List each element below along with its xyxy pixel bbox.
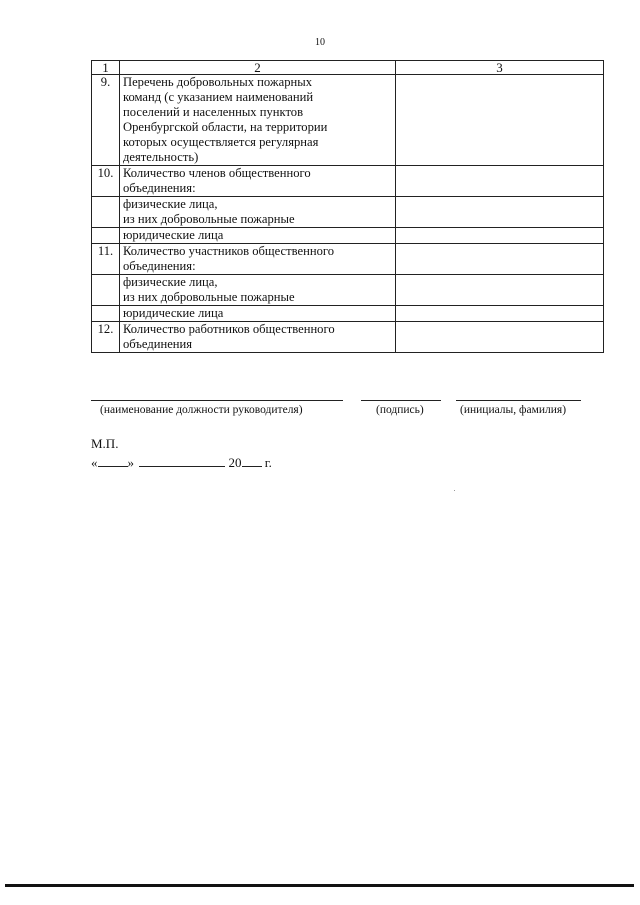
description-line: физические лица, (123, 197, 218, 211)
table-row (92, 275, 604, 306)
scan-speck (454, 490, 455, 491)
name-signature-line[interactable] (456, 400, 581, 401)
description-line: Перечень добровольных пожарных (123, 75, 312, 89)
month-blank[interactable] (139, 456, 225, 467)
position-signature-line[interactable] (91, 400, 343, 401)
description-line: из них добровольные пожарные (123, 212, 295, 226)
row-number: 10. (92, 166, 120, 197)
row-number (92, 275, 120, 306)
value-cell[interactable] (396, 244, 604, 275)
year-blank[interactable] (242, 456, 262, 467)
year-suffix: г. (264, 455, 272, 470)
row-description (120, 166, 396, 197)
row-number (92, 197, 120, 228)
name-caption: (инициалы, фамилия) (460, 404, 567, 416)
description-line: юридические лица (123, 306, 224, 320)
form-table (91, 60, 604, 353)
year-prefix: 20 (228, 455, 242, 470)
description-line: юридические лица (123, 228, 224, 242)
table-row (92, 244, 604, 275)
row-description (120, 322, 396, 353)
description-line: Количество работников общественного (123, 322, 335, 336)
column-header: 3 (396, 61, 604, 75)
description-line: Оренбургской области, на территории (123, 120, 328, 134)
table-row (92, 166, 604, 197)
table-row (92, 228, 604, 244)
description-line: Количество участников общественного (123, 244, 335, 258)
row-description (120, 197, 396, 228)
open-quote: « (91, 455, 98, 470)
signature-caption: (подпись) (376, 404, 424, 416)
table-row (92, 306, 604, 322)
value-cell[interactable] (396, 166, 604, 197)
bottom-rule (5, 884, 634, 887)
row-description (120, 228, 396, 244)
table-row (92, 322, 604, 353)
row-number: 12. (92, 322, 120, 353)
table-row (92, 75, 604, 166)
description-line: объединения (123, 337, 193, 351)
row-number (92, 306, 120, 322)
position-caption: (наименование должности руководителя) (100, 404, 303, 416)
row-description (120, 275, 396, 306)
column-header: 1 (92, 61, 120, 75)
value-cell[interactable] (396, 322, 604, 353)
signature-line[interactable] (361, 400, 441, 401)
table-header-row (92, 61, 604, 75)
value-cell[interactable] (396, 275, 604, 306)
day-blank[interactable] (98, 456, 128, 467)
column-header: 2 (120, 61, 396, 75)
description-line: объединения: (123, 181, 196, 195)
description-line: Количество членов общественного (123, 166, 311, 180)
date-line (91, 455, 272, 471)
close-quote: » (127, 455, 134, 470)
row-description (120, 306, 396, 322)
value-cell[interactable] (396, 306, 604, 322)
description-line: объединения: (123, 259, 196, 273)
row-description (120, 75, 396, 166)
description-line: физические лица, (123, 275, 218, 289)
description-line: которых осуществляется регулярная (123, 135, 319, 149)
description-line: поселений и населенных пунктов (123, 105, 304, 119)
stamp-label: М.П. (91, 436, 119, 451)
row-number (92, 228, 120, 244)
value-cell[interactable] (396, 75, 604, 166)
row-number: 11. (92, 244, 120, 275)
page-number: 10 (315, 37, 325, 48)
row-number: 9. (92, 75, 120, 166)
value-cell[interactable] (396, 228, 604, 244)
description-line: из них добровольные пожарные (123, 290, 295, 304)
row-description (120, 244, 396, 275)
value-cell[interactable] (396, 197, 604, 228)
description-line: деятельность) (123, 150, 199, 164)
description-line: команд (с указанием наименований (123, 90, 314, 104)
table-row (92, 197, 604, 228)
